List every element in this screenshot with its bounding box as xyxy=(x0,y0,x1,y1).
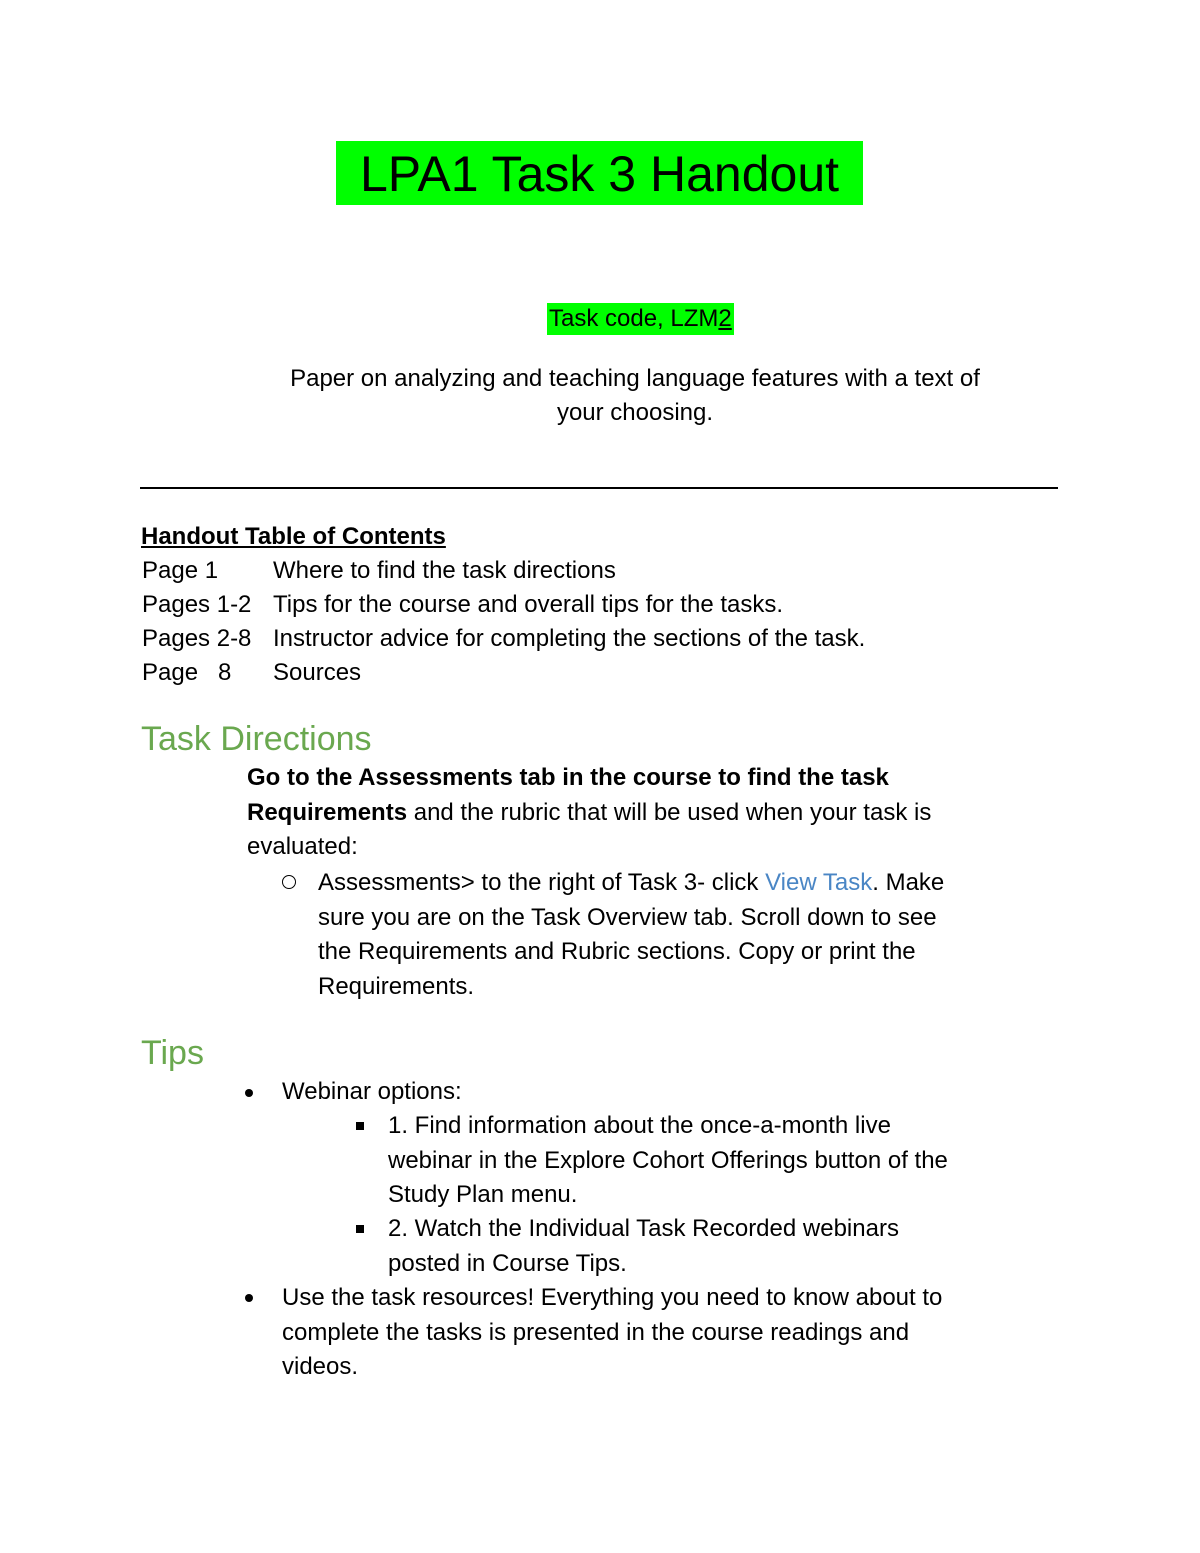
page-title: LPA1 Task 3 Handout xyxy=(359,146,840,202)
toc-desc: Instructor advice for completing the sections of the task. xyxy=(273,625,866,652)
toc-page: Pages 2-8 xyxy=(142,625,252,652)
tips-sub-bullet-1 xyxy=(388,1109,948,1213)
task-directions-heading: Task Directions xyxy=(141,720,372,758)
tips-bullet-1: Webinar options: xyxy=(282,1078,462,1105)
bullet2-line-1: Use the task resources! Everything you need to know about to xyxy=(282,1284,943,1311)
sub1-line-3: Study Plan menu. xyxy=(388,1181,578,1208)
toc-desc: Sources xyxy=(273,659,362,686)
horizontal-divider xyxy=(140,487,1058,489)
toc-page: Page 8 xyxy=(142,659,232,686)
item-line-3: the Requirements and Rubric sections. Copy or print the xyxy=(318,938,916,965)
tips-bullet-2 xyxy=(282,1281,942,1385)
item-line-4: Requirements. xyxy=(318,972,475,1000)
toc-page: Page 1 xyxy=(142,557,219,584)
item-line-2: sure you are on the Task Overview tab. Scroll down to see xyxy=(318,903,937,931)
task-code-prefix: Task code, LZM xyxy=(549,305,719,332)
bullet-dot-icon xyxy=(245,1294,253,1302)
bullet-square-icon xyxy=(356,1122,364,1130)
bullet-square-icon xyxy=(356,1225,364,1233)
task-directions-intro xyxy=(247,761,931,865)
sub2-line-1: 2. Watch the Individual Task Recorded webinars xyxy=(388,1215,899,1242)
tips-sub-bullet-2 xyxy=(388,1212,899,1281)
view-task-link[interactable]: View Task xyxy=(765,869,873,896)
bullet-dot-icon xyxy=(245,1089,253,1097)
task-directions-item xyxy=(318,866,944,1004)
bullet2-line-3: videos. xyxy=(282,1353,359,1380)
task-code-suffix: 2 xyxy=(718,305,732,332)
intro-bold-requirements: Requirements xyxy=(247,798,408,826)
circle-bullet-icon xyxy=(282,875,296,889)
sub1-line-2: webinar in the Explore Cohort Offerings button of the xyxy=(388,1146,948,1174)
item-pre: Assessments> to the right of Task 3- click xyxy=(318,869,766,896)
title-highlight xyxy=(336,141,863,205)
subtitle-line-2: your choosing. xyxy=(556,399,714,426)
intro-rest: and the rubric that will be used when your task is xyxy=(407,798,932,826)
bullet2-line-2: complete the tasks is presented in the course readings and xyxy=(282,1318,910,1346)
toc-desc: Tips for the course and overall tips for the tasks. xyxy=(273,591,784,618)
toc-heading: Handout Table of Contents xyxy=(141,523,446,550)
sub1-line-1: 1. Find information about the once-a-month live xyxy=(388,1112,891,1139)
subtitle-line-1: Paper on analyzing and teaching language features with a text of xyxy=(290,365,980,392)
sub2-line-2: posted in Course Tips. xyxy=(388,1249,627,1277)
toc-desc: Where to find the task directions xyxy=(273,557,616,584)
item-post: . Make xyxy=(872,869,945,896)
task-code xyxy=(547,303,734,335)
toc-page: Pages 1-2 xyxy=(142,591,252,618)
tips-heading: Tips xyxy=(141,1034,204,1072)
intro-line-3: evaluated: xyxy=(247,833,358,860)
intro-bold-line-1: Go to the Assessments tab in the course to find the task xyxy=(247,764,889,791)
